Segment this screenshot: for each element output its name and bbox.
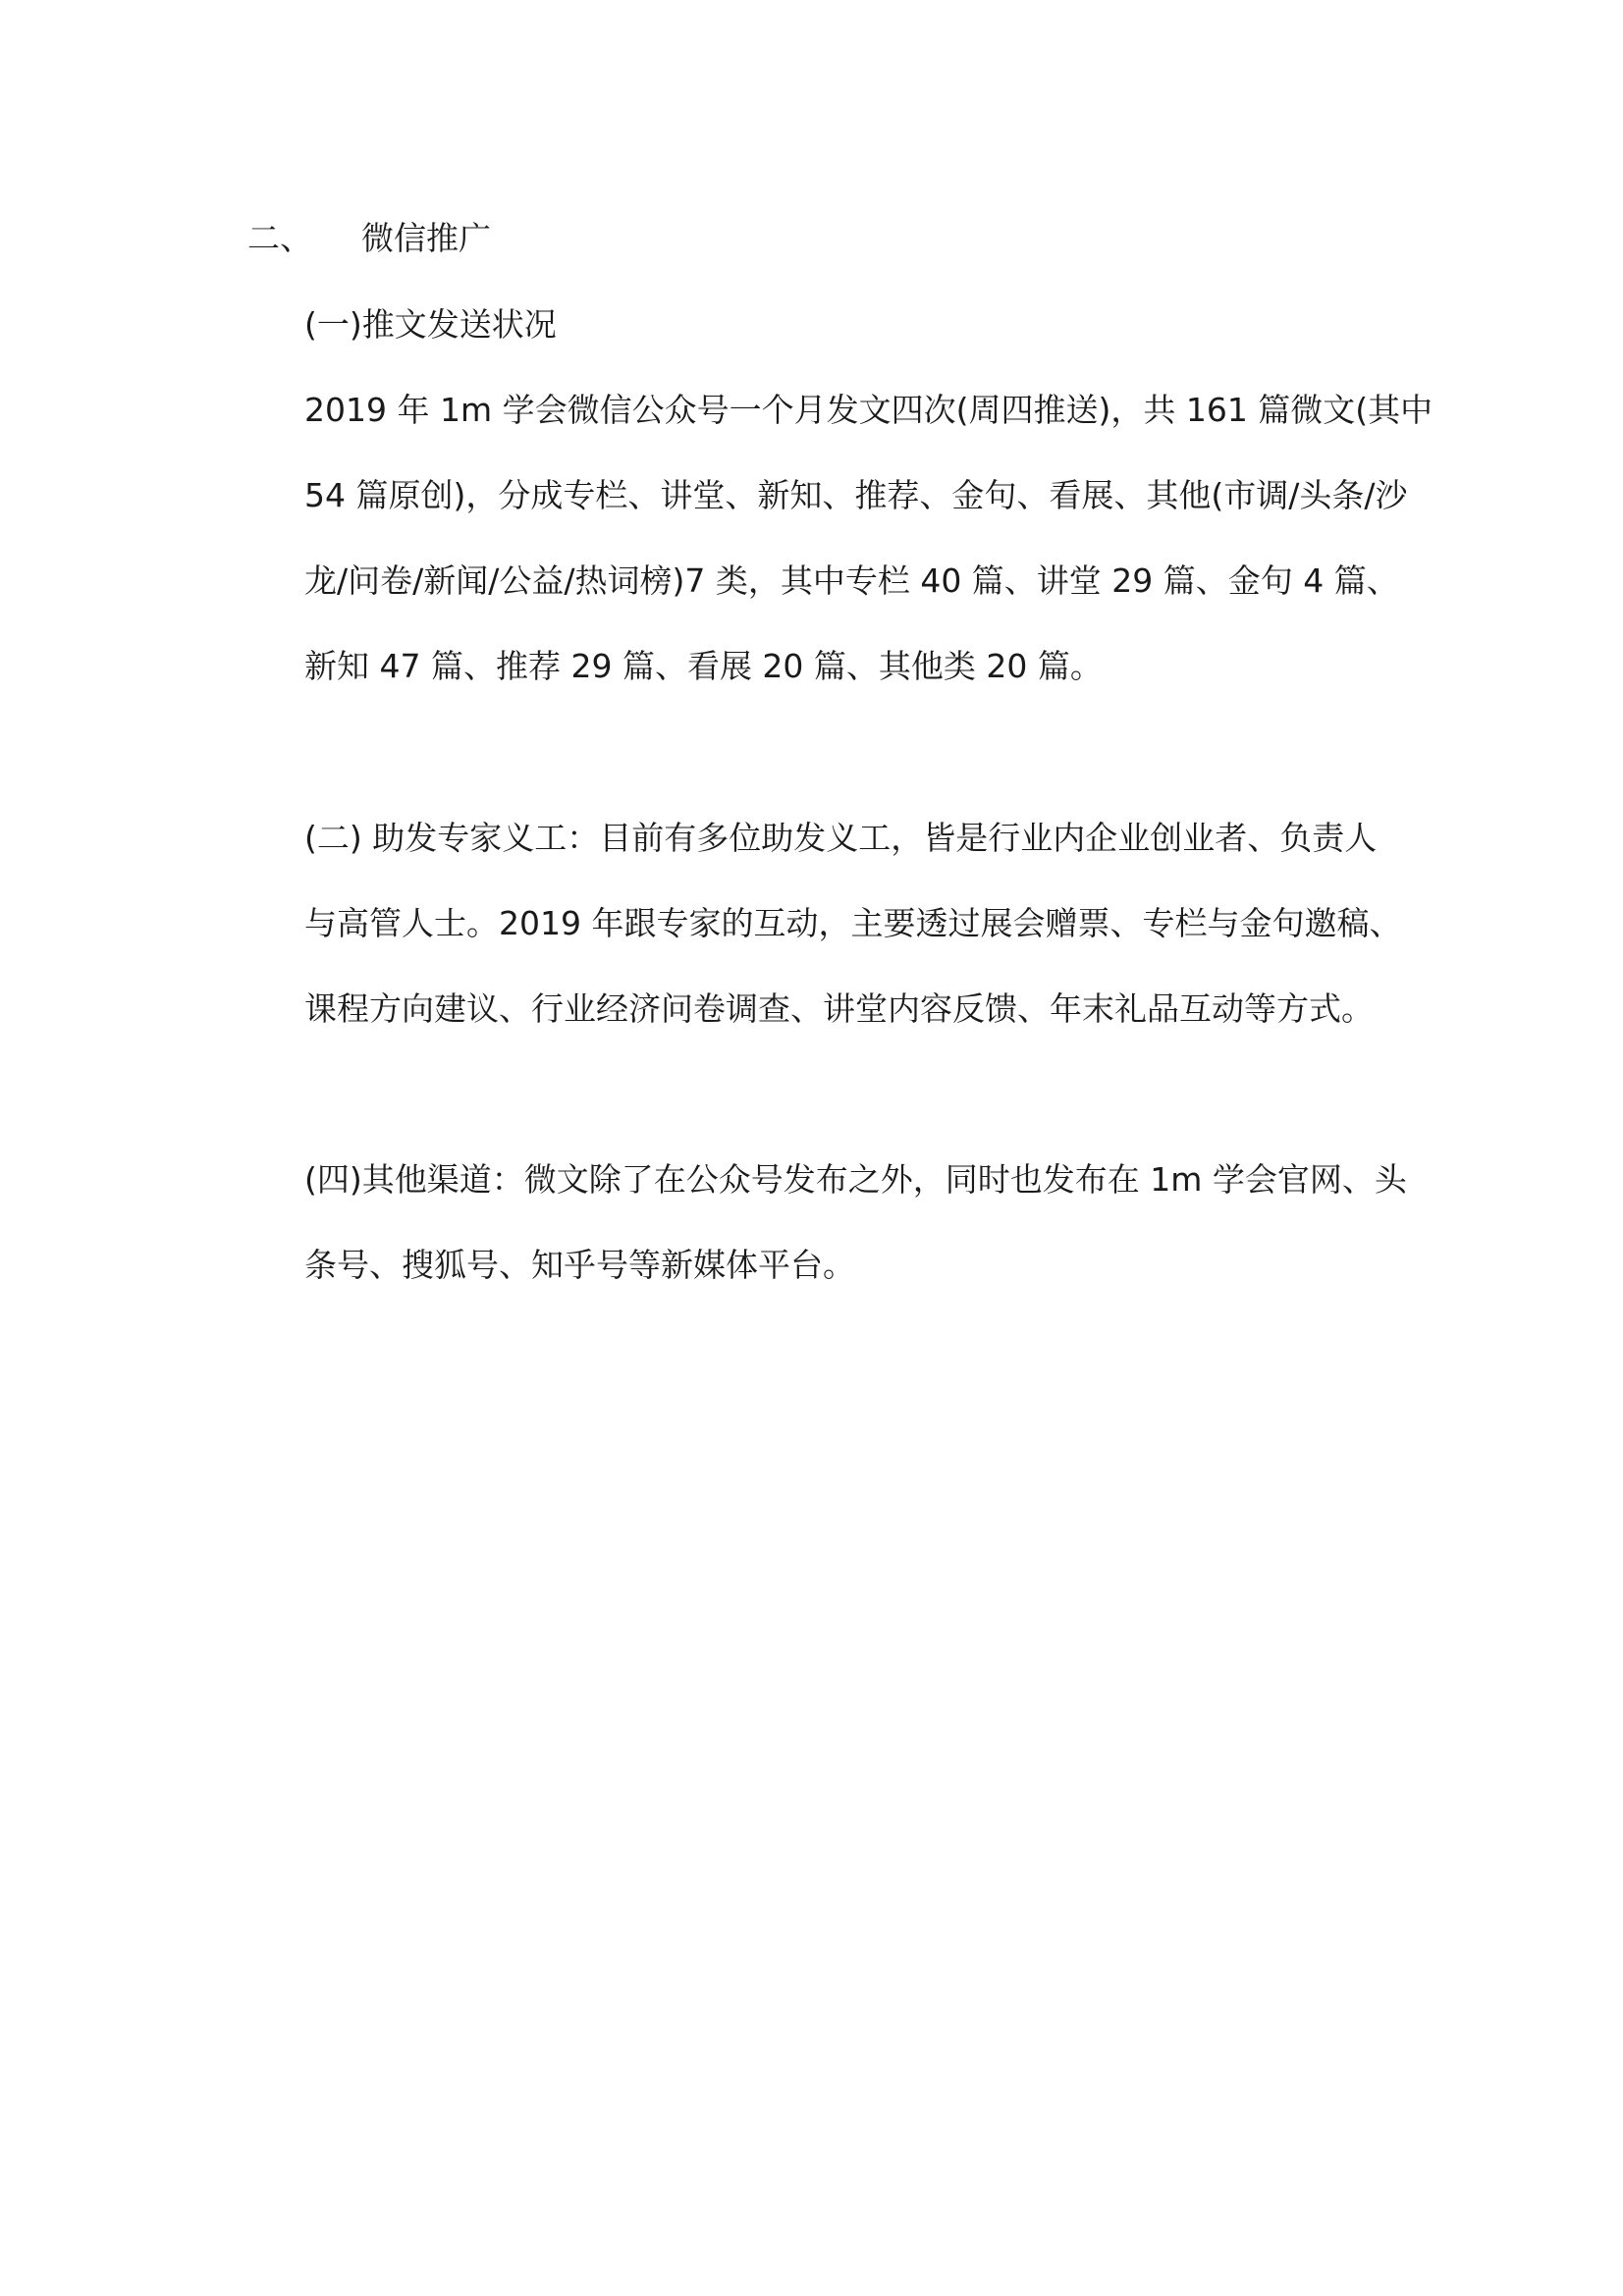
section-title: 微信推广 xyxy=(361,219,491,257)
paragraph-line: (四)其他渠道：微文除了在公众号发布之外，同时也发布在 1m 学会官网、头 xyxy=(304,1160,1407,1199)
subsection-title-tweets: (一)推文发送状况 xyxy=(304,305,557,344)
section-number: 二、 xyxy=(247,219,312,257)
paragraph-line: 2019 年 1m 学会微信公众号一个月发文四次(周四推送)，共 161 篇微文(其中 xyxy=(304,391,1434,429)
paragraph-line: 课程方向建议、行业经济问卷调查、讲堂内容反馈、年末礼品互动等方式。 xyxy=(304,989,1374,1028)
paragraph-line: 新知 47 篇、推荐 29 篇、看展 20 篇、其他类 20 篇。 xyxy=(304,647,1103,685)
paragraph-line: 54 篇原创)，分成专栏、讲堂、新知、推荐、金句、看展、其他(市调/头条/沙 xyxy=(304,476,1408,514)
paragraph-line: 龙/问卷/新闻/公益/热词榜)7 类，其中专栏 40 篇、讲堂 29 篇、金句 4 篇、 xyxy=(304,561,1399,600)
paragraph-line: (二) 助发专家义工：目前有多位助发义工，皆是行业内企业创业者、负责人 xyxy=(304,819,1378,857)
paragraph-line: 条号、搜狐号、知乎号等新媒体平台。 xyxy=(304,1246,855,1284)
paragraph-expert-volunteers xyxy=(304,814,1402,1070)
paragraph-tweets xyxy=(304,386,1434,727)
section-heading xyxy=(247,214,491,263)
paragraph-other-channels xyxy=(304,1155,1407,1326)
paragraph-line: 与高管人士。2019 年跟专家的互动，主要透过展会赠票、专栏与金句邀稿、 xyxy=(304,904,1402,942)
